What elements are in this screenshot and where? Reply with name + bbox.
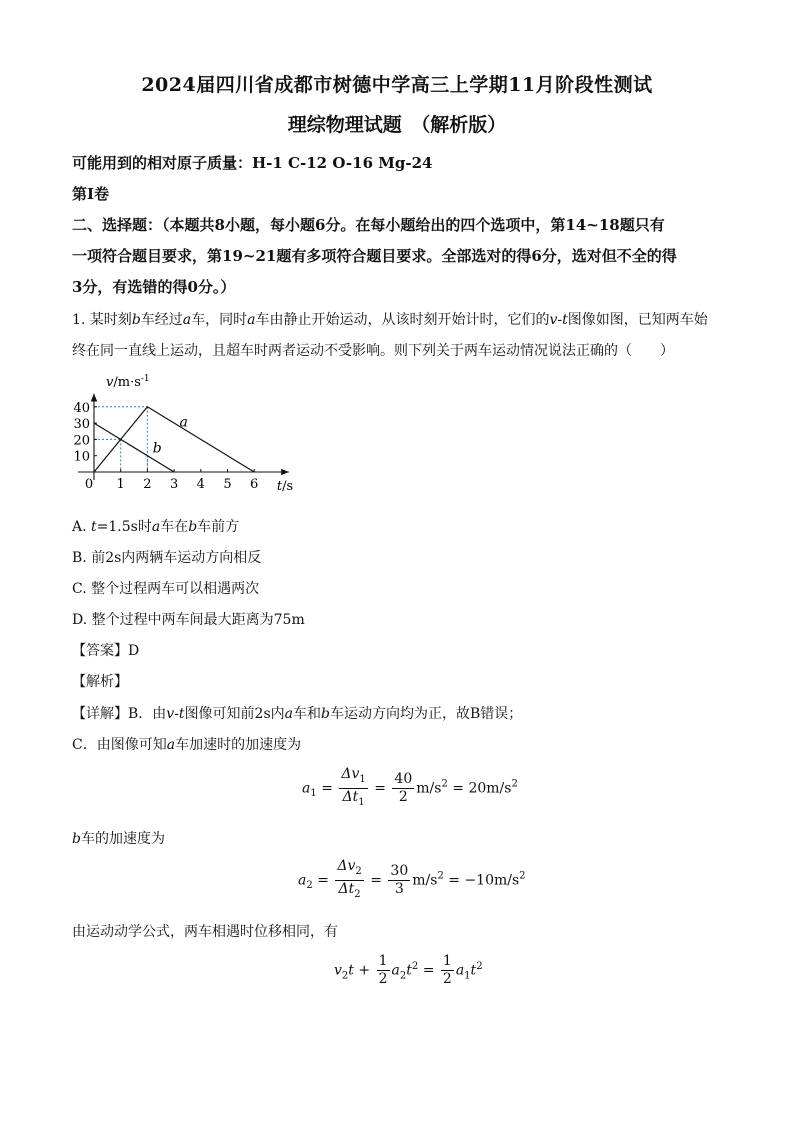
eq2-unit-exp: 2 [437, 870, 444, 882]
section-line-1: 二、选择题：（本题共8小题，每小题6分。在每小题给出的四个选项中，第14~18题只有 [72, 216, 665, 234]
eq2-equals: = [370, 872, 382, 889]
c-line-var-a: a [166, 737, 176, 753]
y-tick-label: 10 [73, 449, 90, 465]
q-text: 车经过 [140, 312, 183, 328]
option-c: C. 整个过程两车可以相遇两次 [72, 581, 260, 597]
detail-line [72, 703, 732, 723]
eq1-equals: = [321, 780, 333, 797]
x-tick-label: 2 [143, 477, 152, 492]
equation-a2 [298, 858, 526, 903]
b-line [72, 828, 732, 848]
y-axis-label: $v/m\cdot s^{-1}$ [106, 374, 150, 390]
x-tick-label: 4 [196, 477, 205, 492]
eq1-frac-2 [392, 771, 414, 806]
eq3-t: t [470, 962, 477, 979]
eq3-plus: + [358, 962, 371, 979]
eq3-t: t [406, 962, 412, 979]
eq1-unit: m/s [416, 780, 442, 797]
y-tick-label: 20 [73, 433, 90, 449]
option-a [72, 516, 732, 536]
eq1-lhs-sub: 1 [310, 788, 317, 800]
series-label-a: a [179, 414, 188, 431]
eq3-a1-sub: 1 [464, 970, 471, 982]
c-line [72, 734, 732, 754]
x-tick-label: 1 [116, 477, 125, 492]
eq1-lhs: a [302, 780, 311, 797]
eq2-num-sub: 2 [355, 865, 362, 877]
detail-text: 图像可知前2s内 [184, 706, 285, 722]
option-a-text: 车在 [160, 519, 189, 535]
eq1-num2: 40 [394, 770, 413, 787]
series-line-b [94, 423, 174, 472]
atomic-mass-line: 可能用到的相对原子质量：H-1 C-12 O-16 Mg-24 [72, 154, 433, 172]
eq3-t-exp: 2 [476, 960, 483, 972]
option-a-text: =1.5s时 [96, 519, 152, 535]
eq2-equals: = [317, 872, 329, 889]
eq1-den: Δt [342, 788, 359, 805]
eq1-num: Δv [341, 766, 360, 782]
eq2-den-sub: 2 [354, 888, 361, 900]
q-text: 1. 某时刻 [72, 312, 132, 328]
detail-var-a: a [284, 706, 294, 722]
c-line-text: 车加速时的加速度为 [175, 737, 302, 753]
x-tick-label: 5 [223, 477, 232, 492]
eq1-num-sub: 1 [359, 773, 366, 785]
eq3-equals: = [422, 962, 435, 979]
question-line-2: 终在同一直线上运动，且超车时两者运动不受影响。则下列关于两车运动情况说法正确的（ ） [72, 343, 674, 359]
option-b: B. 前2s内两辆车运动方向相反 [72, 550, 262, 566]
section-line-2: 一项符合题目要求，第19~21题有多项符合题目要求。全部选对的得6分，选对但不全的得 [72, 247, 677, 265]
option-a-var-a: a [151, 519, 161, 535]
q-var-b: b [131, 312, 141, 328]
eq3-a2-sub: 2 [399, 970, 407, 982]
section-line-3: 3分，有选错的得0分。） [72, 278, 236, 296]
eq3-v: v [334, 962, 342, 979]
eq2-den2: 3 [394, 880, 404, 897]
question-line-1 [72, 309, 732, 329]
q-text: 车，同时 [191, 312, 248, 328]
option-a-var-t: t [91, 519, 97, 535]
eq2-frac-1 [335, 858, 363, 903]
title-line-1: 2024届四川省成都市树德中学高三上学期11月阶段性测试 [141, 74, 653, 96]
eq2-lhs: a [298, 872, 307, 889]
eq3-half-den: 2 [378, 971, 388, 987]
q-var-a: a [247, 312, 256, 328]
eq3-half-2 [441, 953, 454, 988]
q-var-a: a [182, 312, 192, 328]
title-line-2: 理综物理试题 （解析版） [287, 114, 507, 136]
detail-text: 车和 [293, 706, 322, 722]
option-a-var-b: b [188, 519, 198, 535]
eq1-frac-1 [339, 766, 367, 811]
y-tick-label: 40 [73, 400, 90, 416]
origin-label: 0 [84, 477, 94, 492]
eq2-lhs-sub: 2 [306, 880, 313, 892]
b-line-var-b: b [72, 831, 81, 847]
detail-text: 车运动方向均为正，故B错误； [329, 706, 523, 722]
eq1-result: = 20m/s [452, 780, 512, 797]
eq3-half-1 [377, 953, 390, 988]
eq1-equals: = [374, 780, 386, 797]
eq2-num: Δv [337, 858, 356, 874]
analysis-tag: 【解析】 [72, 674, 128, 690]
equation-meet [334, 953, 483, 988]
x-axis-label: t/s [276, 479, 294, 494]
option-a-label: A. [72, 519, 92, 535]
series-label-b: b [152, 440, 162, 457]
eq2-result-exp: 2 [519, 870, 526, 882]
x-tick-label: 3 [169, 477, 179, 492]
eq2-result: = −10m/s [448, 872, 520, 889]
eq2-unit: m/s [412, 872, 438, 889]
kinematics-line: 由运动动学公式，两车相遇时位移相同，有 [72, 924, 338, 940]
eq1-den2: 2 [398, 788, 408, 805]
c-line-text: C．由图像可知 [72, 737, 167, 753]
y-tick-label: 30 [73, 417, 90, 433]
option-a-text: 车前方 [197, 519, 240, 535]
eq3-t-exp: 2 [411, 960, 419, 972]
eq1-den-sub: 1 [358, 796, 365, 808]
eq3-v-sub: 2 [341, 970, 349, 982]
vt-graph [60, 368, 310, 498]
eq3-a1: a [455, 962, 465, 979]
x-tick-label: 6 [250, 477, 259, 492]
eq3-half-den: 2 [442, 971, 452, 987]
equation-a1 [302, 766, 518, 811]
q-text: 车由静止开始运动，从该时刻开始计时，它们的 [255, 312, 550, 328]
eq2-frac-2 [388, 863, 410, 898]
answer-line: 【答案】D [72, 643, 140, 659]
option-d: D. 整个过程中两车间最大距离为75m [72, 612, 305, 628]
detail-var-vt: v-t [166, 706, 185, 722]
eq3-t: t [348, 962, 354, 979]
detail-var-b: b [321, 706, 330, 722]
eq1-result-exp: 2 [511, 778, 518, 790]
eq2-den: Δt [338, 880, 355, 897]
eq1-unit-exp: 2 [441, 778, 448, 790]
eq3-a2: a [391, 962, 400, 979]
eq2-num2: 30 [390, 862, 409, 879]
eq3-half-num: 1 [442, 953, 452, 969]
detail-text: 【详解】B．由 [72, 706, 167, 722]
eq3-half-num: 1 [378, 953, 388, 969]
volume-heading: 第Ⅰ卷 [72, 185, 110, 203]
b-line-text: 车的加速度为 [80, 831, 165, 847]
q-var-vt: v-t [549, 312, 568, 328]
q-text: 图像如图，已知两车始 [567, 312, 708, 328]
